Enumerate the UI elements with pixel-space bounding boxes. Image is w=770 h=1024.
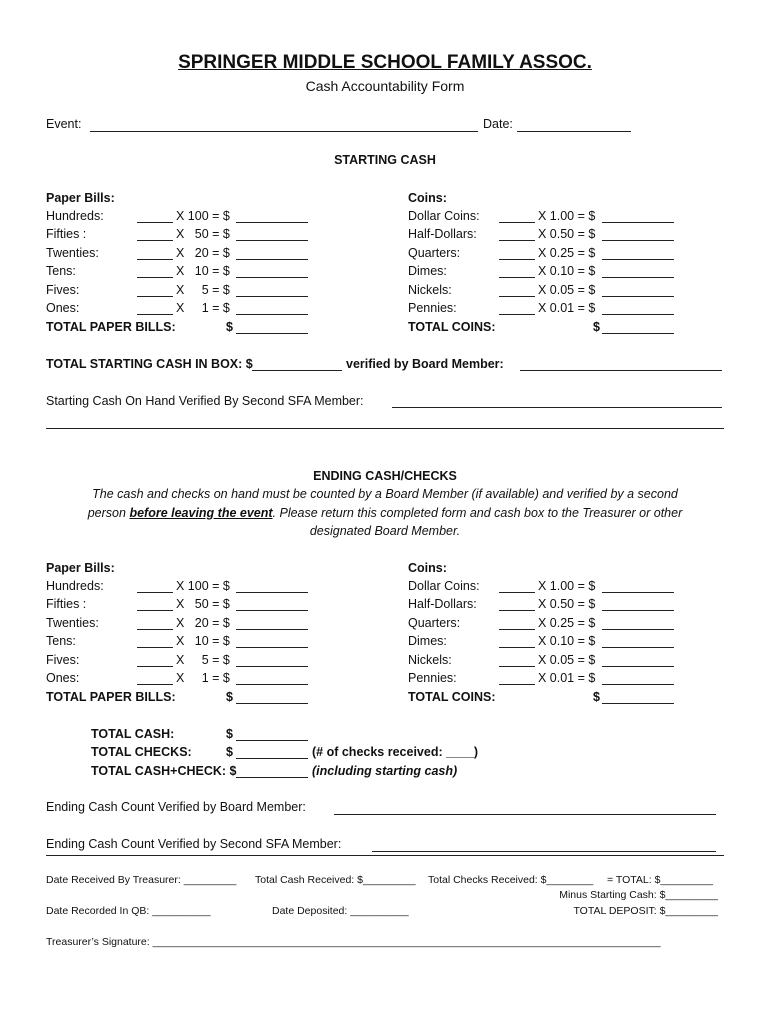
coin-qty-field[interactable] (499, 222, 535, 223)
total-deposit-field[interactable]: TOTAL DEPOSIT: $_________ (573, 905, 718, 917)
coin-multiplier: X 1.00 = $ (538, 209, 596, 223)
ending-board-member-label: Ending Cash Count Verified by Board Member: (46, 800, 306, 814)
dollar-sign: $ (226, 320, 233, 334)
instructions-text: . Please return this completed form and cash box to the Treasurer or other (272, 506, 683, 520)
coin-amount-field[interactable] (602, 296, 674, 297)
including-starting-note: (including starting cash) (312, 764, 458, 778)
coin-qty-field[interactable] (499, 259, 535, 260)
coin-qty-field[interactable] (499, 592, 535, 593)
event-label: Event: (46, 117, 82, 131)
dollar-sign: $ (226, 745, 233, 759)
bill-label-twenties: Twenties: (46, 246, 99, 260)
coin-label-dollar: Dollar Coins: (408, 209, 480, 223)
ending-second-sfa-field[interactable] (372, 851, 716, 852)
form-subtitle: Cash Accountability Form (305, 78, 465, 94)
bill-label-ones: Ones: (46, 671, 80, 685)
starting-second-sfa-field-line2[interactable] (46, 428, 724, 429)
dollar-sign: $ (593, 320, 600, 334)
ending-second-sfa-label: Ending Cash Count Verified by Second SFA Member: (46, 837, 342, 851)
total-paper-bills-label: TOTAL PAPER BILLS: (46, 320, 176, 334)
coin-qty-field[interactable] (499, 277, 535, 278)
total-paper-bills-field[interactable] (236, 703, 308, 704)
coin-label-quarters: Quarters: (408, 616, 461, 630)
bill-label-fifties: Fifties : (46, 227, 87, 241)
bill-amount-field[interactable] (236, 277, 308, 278)
ending-coins-heading: Coins: (408, 561, 447, 575)
bill-amount-field[interactable] (236, 666, 308, 667)
coin-qty-field[interactable] (499, 647, 535, 648)
bill-amount-field[interactable] (236, 684, 308, 685)
grand-total-field[interactable]: = TOTAL: $_________ (607, 874, 713, 886)
bill-qty-field[interactable] (137, 259, 173, 260)
total-cash-check-field[interactable] (236, 777, 308, 778)
bill-label-ones: Ones: (46, 301, 80, 315)
bill-qty-field[interactable] (137, 592, 173, 593)
checks-received-count: (# of checks received: ____) (312, 745, 479, 759)
bill-amount-field[interactable] (236, 647, 308, 648)
bill-amount-field[interactable] (236, 259, 308, 260)
total-checks-field[interactable] (236, 758, 308, 759)
bill-label-tens: Tens: (46, 264, 76, 278)
coin-multiplier: X 0.25 = $ (538, 246, 596, 260)
bill-qty-field[interactable] (137, 629, 173, 630)
ending-bills-heading: Paper Bills: (46, 561, 115, 575)
bill-multiplier: X 100 = $ (176, 209, 230, 223)
coin-qty-field[interactable] (499, 240, 535, 241)
bill-qty-field[interactable] (137, 666, 173, 667)
coin-label-nickels: Nickels: (408, 283, 452, 297)
coin-label-dimes: Dimes: (408, 264, 447, 278)
coin-label-dimes: Dimes: (408, 634, 447, 648)
ending-cash-heading: ENDING CASH/CHECKS (313, 469, 457, 483)
coin-multiplier: X 0.50 = $ (538, 597, 596, 611)
bill-label-fives: Fives: (46, 283, 80, 297)
coin-amount-field[interactable] (602, 629, 674, 630)
coin-qty-field[interactable] (499, 314, 535, 315)
bill-amount-field[interactable] (236, 629, 308, 630)
bill-amount-field[interactable] (236, 222, 308, 223)
bill-label-hundreds: Hundreds: (46, 579, 104, 593)
bill-multiplier: X 20 = $ (176, 246, 230, 260)
dollar-sign: $ (593, 690, 600, 704)
date-received-field[interactable]: Date Received By Treasurer: _________ (46, 874, 237, 886)
instructions-emphasis: before leaving the event (129, 506, 273, 520)
coin-label-dollar: Dollar Coins: (408, 579, 480, 593)
bill-multiplier: X 10 = $ (176, 634, 230, 648)
bill-label-twenties: Twenties: (46, 616, 99, 630)
coin-qty-field[interactable] (499, 296, 535, 297)
total-paper-bills-label: TOTAL PAPER BILLS: (46, 690, 176, 704)
coin-multiplier: X 0.01 = $ (538, 671, 596, 685)
starting-second-sfa-label: Starting Cash On Hand Verified By Second SFA Member: (46, 394, 364, 408)
bill-qty-field[interactable] (137, 610, 173, 611)
verified-board-label: verified by Board Member: (346, 357, 504, 371)
bill-amount-field[interactable] (236, 610, 308, 611)
coin-multiplier: X 1.00 = $ (538, 579, 596, 593)
total-coins-label: TOTAL COINS: (408, 690, 496, 704)
coin-qty-field[interactable] (499, 684, 535, 685)
ending-instructions-line3: designated Board Member. (309, 524, 461, 538)
bill-qty-field[interactable] (137, 240, 173, 241)
date-field[interactable] (517, 131, 631, 132)
coin-amount-field[interactable] (602, 259, 674, 260)
bill-multiplier: X 100 = $ (176, 579, 230, 593)
instructions-text: person (87, 506, 130, 520)
bill-amount-field[interactable] (236, 314, 308, 315)
total-starting-cash-field[interactable] (252, 370, 342, 371)
bill-multiplier: X 1 = $ (176, 301, 230, 315)
date-deposited-field[interactable]: Date Deposited: __________ (272, 905, 409, 917)
total-checks-received-field[interactable]: Total Checks Received: $________ (428, 874, 594, 886)
bill-multiplier: X 5 = $ (176, 653, 230, 667)
coin-multiplier: X 0.25 = $ (538, 616, 596, 630)
bill-multiplier: X 5 = $ (176, 283, 230, 297)
coin-multiplier: X 0.05 = $ (538, 653, 596, 667)
total-cash-received-field[interactable]: Total Cash Received: $_________ (255, 874, 416, 886)
bill-label-hundreds: Hundreds: (46, 209, 104, 223)
bill-amount-field[interactable] (236, 240, 308, 241)
bill-multiplier: X 20 = $ (176, 616, 230, 630)
bill-qty-field[interactable] (137, 684, 173, 685)
verified-board-field[interactable] (520, 370, 722, 371)
coin-amount-field[interactable] (602, 610, 674, 611)
dollar-sign: $ (226, 727, 233, 741)
coin-label-half-dollars: Half-Dollars: (408, 227, 477, 241)
bill-qty-field[interactable] (137, 222, 173, 223)
coin-multiplier: X 0.10 = $ (538, 264, 596, 278)
coin-amount-field[interactable] (602, 647, 674, 648)
bill-multiplier: X 50 = $ (176, 227, 230, 241)
coin-label-quarters: Quarters: (408, 246, 461, 260)
total-paper-bills-field[interactable] (236, 333, 308, 334)
date-recorded-field[interactable]: Date Recorded In QB: __________ (46, 905, 211, 917)
bill-amount-field[interactable] (236, 296, 308, 297)
coin-qty-field[interactable] (499, 610, 535, 611)
coin-amount-field[interactable] (602, 666, 674, 667)
total-coins-field[interactable] (602, 703, 674, 704)
date-label: Date: (483, 117, 513, 131)
coin-amount-field[interactable] (602, 240, 674, 241)
section-divider (46, 855, 724, 856)
coin-label-nickels: Nickels: (408, 653, 452, 667)
event-field[interactable] (90, 131, 478, 132)
bill-multiplier: X 10 = $ (176, 264, 230, 278)
coin-label-pennies: Pennies: (408, 671, 457, 685)
ending-instructions-line1: The cash and checks on hand must be counted by a Board Member (if available) and verified by a second (92, 487, 678, 501)
coin-qty-field[interactable] (499, 666, 535, 667)
treasurer-signature-field[interactable]: Treasurer’s Signature: _______________________________________________________________________________________ (46, 936, 661, 948)
total-checks-label: TOTAL CHECKS: (91, 745, 192, 759)
bill-qty-field[interactable] (137, 296, 173, 297)
starting-cash-heading: STARTING CASH (334, 153, 436, 167)
bill-label-fifties: Fifties : (46, 597, 87, 611)
total-cash-check-label: TOTAL CASH+CHECK: $ (91, 764, 237, 778)
minus-starting-cash-field[interactable]: Minus Starting Cash: $_________ (559, 889, 718, 901)
bill-label-fives: Fives: (46, 653, 80, 667)
coin-multiplier: X 0.01 = $ (538, 301, 596, 315)
dollar-sign: $ (226, 690, 233, 704)
bill-multiplier: X 1 = $ (176, 671, 230, 685)
starting-bills-heading: Paper Bills: (46, 191, 115, 205)
bill-qty-field[interactable] (137, 647, 173, 648)
total-cash-field[interactable] (236, 740, 308, 741)
coin-amount-field[interactable] (602, 684, 674, 685)
bill-qty-field[interactable] (137, 277, 173, 278)
coin-amount-field[interactable] (602, 314, 674, 315)
ending-board-member-field[interactable] (334, 814, 716, 815)
coin-multiplier: X 0.05 = $ (538, 283, 596, 297)
total-coins-label: TOTAL COINS: (408, 320, 496, 334)
coin-amount-field[interactable] (602, 277, 674, 278)
coin-multiplier: X 0.50 = $ (538, 227, 596, 241)
coin-multiplier: X 0.10 = $ (538, 634, 596, 648)
starting-coins-heading: Coins: (408, 191, 447, 205)
total-starting-cash-label: TOTAL STARTING CASH IN BOX: $ (46, 357, 253, 371)
bill-qty-field[interactable] (137, 314, 173, 315)
form-title: SPRINGER MIDDLE SCHOOL FAMILY ASSOC. (178, 52, 592, 73)
bill-multiplier: X 50 = $ (176, 597, 230, 611)
ending-instructions-line2 (0, 506, 770, 520)
coin-label-pennies: Pennies: (408, 301, 457, 315)
coin-label-half-dollars: Half-Dollars: (408, 597, 477, 611)
total-cash-label: TOTAL CASH: (91, 727, 175, 741)
coin-amount-field[interactable] (602, 222, 674, 223)
coin-amount-field[interactable] (602, 592, 674, 593)
starting-second-sfa-field[interactable] (392, 407, 722, 408)
coin-qty-field[interactable] (499, 629, 535, 630)
bill-amount-field[interactable] (236, 592, 308, 593)
total-coins-field[interactable] (602, 333, 674, 334)
bill-label-tens: Tens: (46, 634, 76, 648)
